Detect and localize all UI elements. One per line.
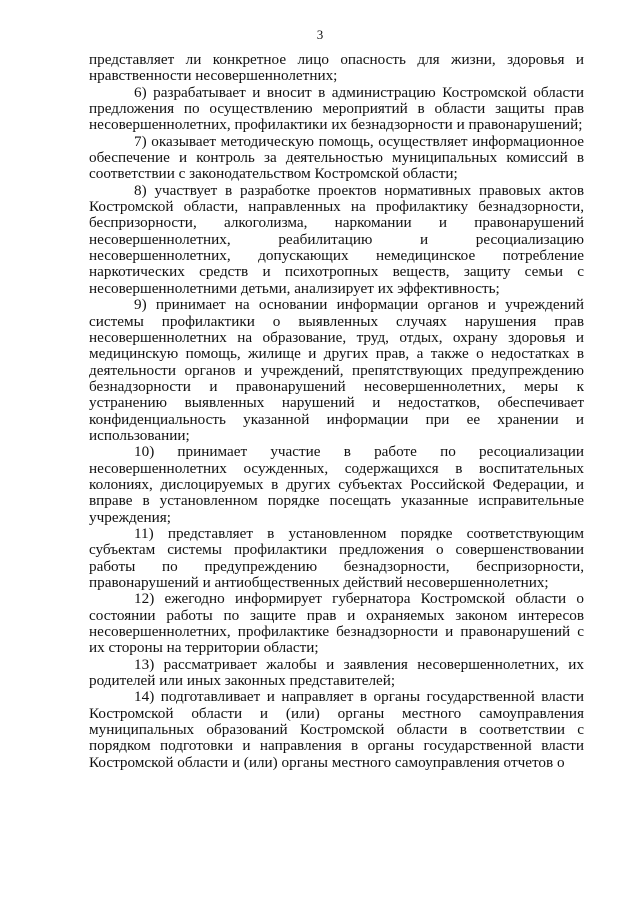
paragraph-item-9: 9) принимает на основании информации органов и учреждений системы профилактики о выявленных случаях нарушения прав несовершеннолетних на образование, труд, отдых, охрану здоровья и медицинскую помощь, жилище и других прав, а также о недостатках в деятельности органов и учреждений, препятствующих предупреждению безнадзорности и правонарушений несовершеннолетних, меры к устранению выявленных нарушений и недостатков, обеспечивает конфиденциальность указанной информации при ее хранении и использовании; bbox=[89, 296, 584, 444]
paragraph-continuation: представляет ли конкретное лицо опасность для жизни, здоровья и нравственности несовершеннолетних; bbox=[89, 51, 584, 85]
paragraph-item-6: 6) разрабатывает и вносит в администрацию Костромской области предложения по осуществлению мероприятий в области защиты прав несовершеннолетних, профилактики их безнадзорности и правонарушений; bbox=[89, 83, 584, 134]
page-number: 3 bbox=[316, 27, 324, 42]
paragraph-item-14: 14) подготавливает и направляет в органы государственной власти Костромской области и (или) органы местного самоуправления муниципальных образований Костромской области в соответствии с порядком подготовки и направления в органы государственной власти Костромской области и (или) органы местного самоуправления отчетов о bbox=[89, 688, 584, 771]
paragraph-item-10: 10) принимает участие в работе по ресоциализации несовершеннолетних осужденных, содержащихся в воспитательных колониях, дислоцируемых в других субъектах Российской Федерации, и вправе в установленном порядке посещать указанные исправительные учреждения; bbox=[89, 443, 584, 526]
paragraph-item-11: 11) представляет в установленном порядке соответствующим субъектам системы профилактики предложения о совершенствовании работы по предупреждению безнадзорности, беспризорности, правонарушений и антиобщественных действий несовершеннолетних; bbox=[89, 524, 584, 591]
paragraph-item-12: 12) ежегодно информирует губернатора Костромской области о состоянии работы по защите прав и охраняемых законом интересов несовершеннолетних, профилактике безнадзорности и правонарушений с их стороны на территории области; bbox=[89, 590, 584, 657]
paragraph-item-13: 13) рассматривает жалобы и заявления несовершеннолетних, их родителей или иных законных представителей; bbox=[89, 655, 584, 690]
paragraph-item-7: 7) оказывает методическую помощь, осуществляет информационное обеспечение и контроль за деятельностью муниципальных комиссий в соответствии с законодательством Костромской области; bbox=[89, 132, 584, 183]
document-body bbox=[89, 52, 584, 771]
paragraph-item-8: 8) участвует в разработке проектов нормативных правовых актов Костромской области, направленных на профилактику безнадзорности, беспризорности, алкоголизма, наркомании и правонарушений несовершеннолетних, реабилитацию и ресоциализацию несовершеннолетних, допускающих немедицинское потребление наркотических средств и психотропных веществ, защиту семьи с несовершеннолетними детьми, анализирует их эффективность; bbox=[89, 181, 584, 297]
